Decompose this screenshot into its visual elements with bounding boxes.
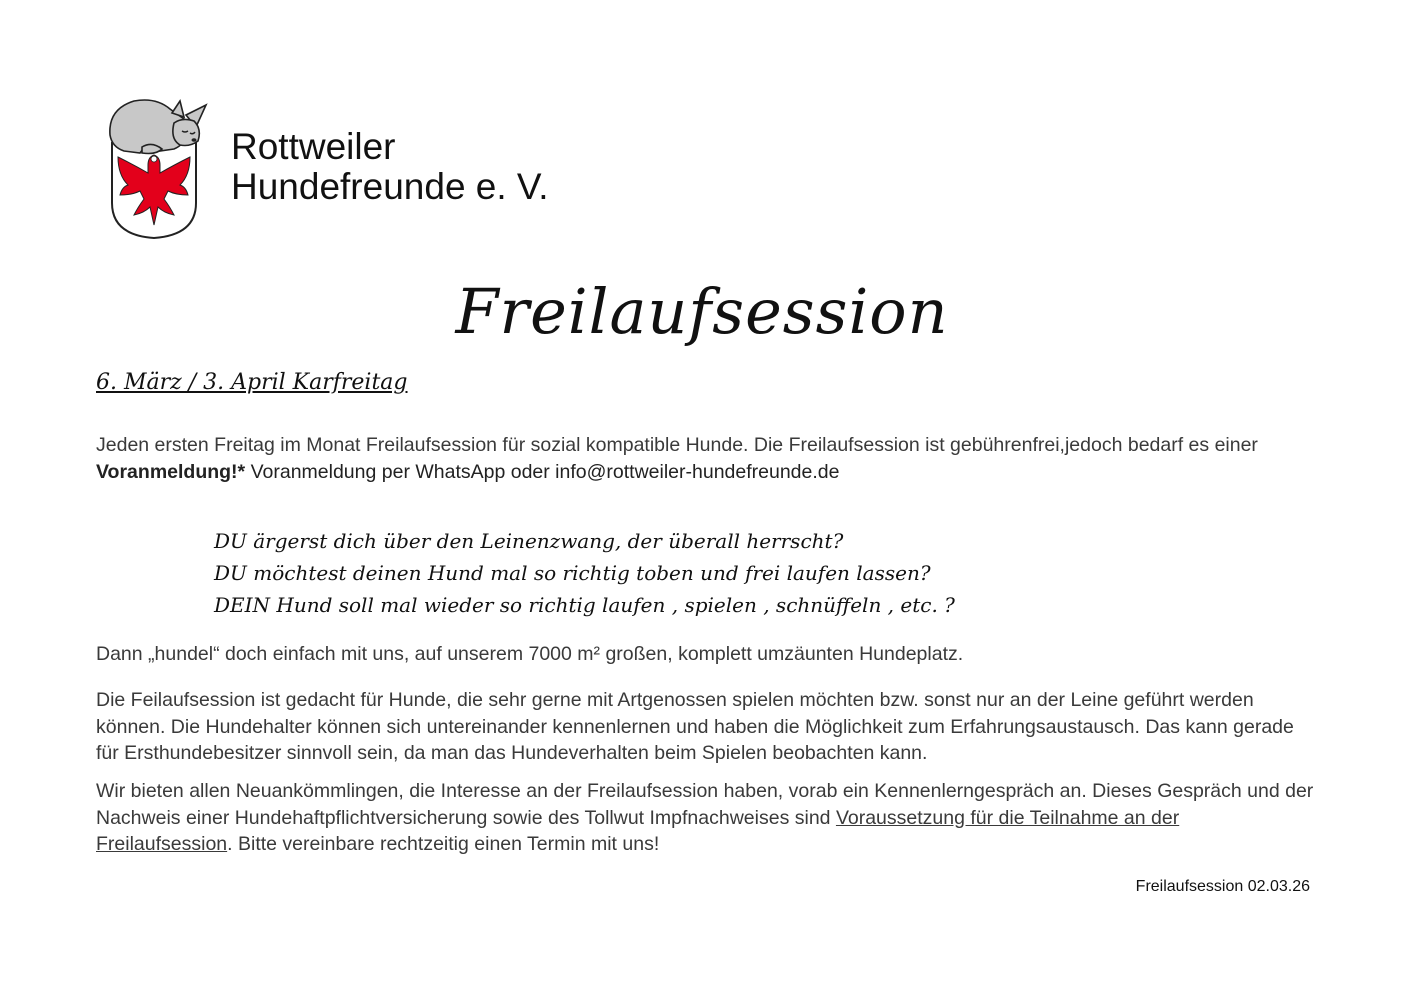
event-dates: 6. März / 3. April Karfreitag — [96, 370, 408, 395]
intro-paragraph — [96, 432, 1316, 486]
organization-name-line1: Rottweiler — [231, 126, 396, 167]
registration-contact: Voranmeldung per WhatsApp oder info@rottweiler-hundefreunde.de — [245, 461, 840, 483]
requirements-text: Wir bieten allen Neuankömmlingen, die Interesse an der Freilaufsession haben, vorab ein Kennenlerngespräch an. Dieses Gespräch und der Nachweis einer Hundehaftpflichtversicherung sowie des Tollwut Impfnachweises sind — [96, 780, 1314, 829]
organization-name-line2: Hundefreunde e. V. — [231, 166, 549, 207]
question-2: DU möchtest deinen Hund mal so richtig toben und frei laufen lassen? — [214, 561, 931, 585]
requirements-closing: . Bitte vereinbare rechtzeitig einen Termin mit uns! — [227, 833, 660, 855]
organization-name — [231, 127, 549, 207]
intro-lead: Jeden ersten Freitag im Monat Freilaufsession für sozial kompatible Hunde. Die Freilaufsession ist gebührenfrei,jedoch bedarf es einer — [96, 434, 1258, 456]
questions-block — [214, 525, 955, 621]
requirements-paragraph — [96, 778, 1316, 858]
page-title: Freilaufsession — [455, 275, 949, 348]
purpose-paragraph: Die Feilaufsession ist gedacht für Hunde, die sehr gerne mit Artgenossen spielen möchten bzw. sonst nur an der Leine geführt werden können. Die Hundehalter können sich untereinander kennenlernen und haben die Möglichkeit zum Erfahrungsaustausch. Das kann gerade für Ersthundebesitzer sinnvoll sein, da man das Hundeverhalten beim Spielen beobachten kann. — [96, 689, 1294, 764]
footer-label: Freilaufsession 02.03.26 — [1135, 878, 1310, 895]
question-1: DU ärgerst dich über den Leinenzwang, der überall herrscht? — [214, 529, 844, 553]
club-logo — [104, 95, 212, 241]
registration-required: Voranmeldung!* — [96, 461, 246, 483]
requirements-underlined: Voraussetzung für die Teilnahme an der Freilaufsession — [96, 806, 1180, 855]
invitation-paragraph: Dann „hundel“ doch einfach mit uns, auf unserem 7000 m² großen, komplett umzäunten Hundeplatz. — [96, 643, 964, 665]
question-3: DEIN Hund soll mal wieder so richtig laufen , spielen , schnüffeln , etc. ? — [214, 593, 955, 617]
